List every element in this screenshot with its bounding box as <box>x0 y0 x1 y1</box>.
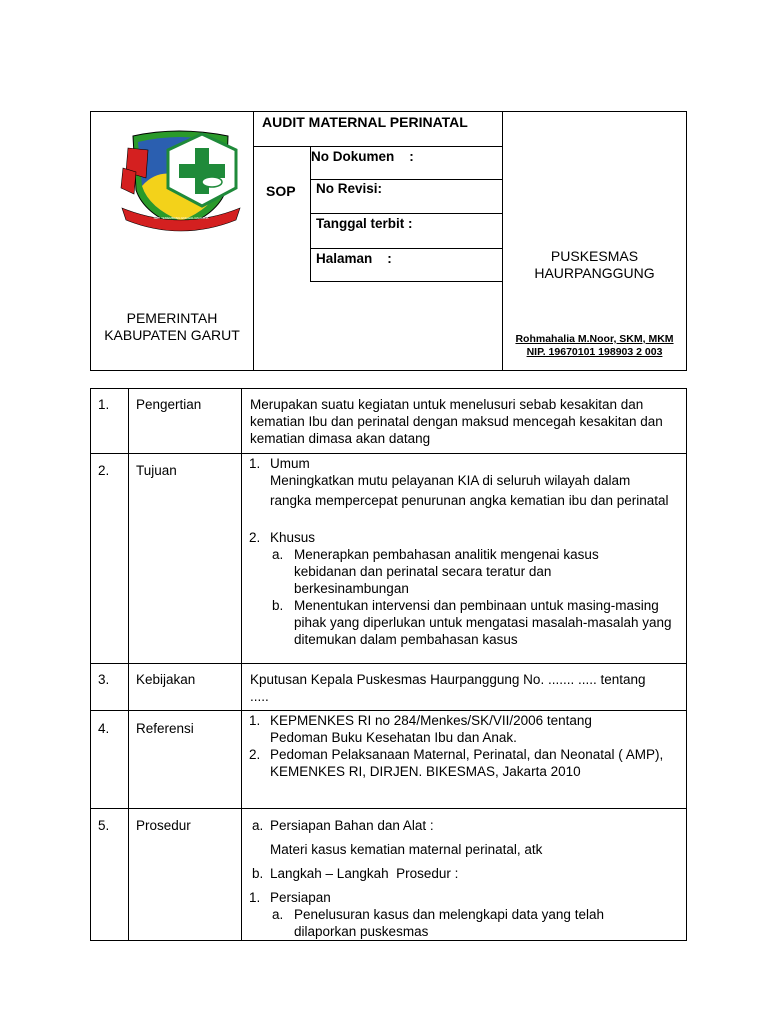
row-label: Kebijakan <box>136 672 196 687</box>
page-title: AUDIT MATERNAL PERINATAL <box>262 114 468 130</box>
sub-list-text: Menentukan intervensi dan pembinaan untuk masing-masing pihak yang diperlukan untuk mengatasi masalah-masalah yang ditemukan dalam pembahasan kasus <box>294 598 672 647</box>
row-label: Referensi <box>136 721 194 736</box>
sub-list-letter: a. <box>272 547 284 562</box>
row-number: 3. <box>98 672 110 687</box>
list-letter: b. <box>252 866 264 881</box>
tanggal-terbit-label: Tanggal terbit : <box>316 216 413 231</box>
list-letter: a. <box>252 818 264 833</box>
row-text: Kputusan Kepala Puskesmas Haurpanggung No. ....... ..... tentang ..... <box>250 672 646 704</box>
list-item-text: Meningkatkan mutu pelayanan KIA di seluruh wilayah dalam rangka mempercepat penurunan angka kematian ibu dan perinatal <box>270 473 669 508</box>
signatory-nip: NIP. 19670101 198903 2 003 <box>526 346 663 358</box>
row-number: 1. <box>98 397 110 412</box>
kabupaten-garut-logo <box>118 128 244 234</box>
puskesmas-name: HAURPANGGUNG <box>534 265 655 281</box>
list-item-text: Persiapan Bahan dan Alat : <box>270 818 434 833</box>
sub-list-letter: b. <box>272 598 284 613</box>
list-item-subtext: Materi kasus kematian maternal perinatal, atk <box>270 842 543 857</box>
signatory-name: Rohmahalia M.Noor, SKM, MKM <box>515 333 674 345</box>
row-number: 5. <box>98 818 110 833</box>
no-dokumen-label: No Dokumen : <box>311 149 414 164</box>
list-item-title: Khusus <box>270 530 316 545</box>
sop-label: SOP <box>266 183 296 199</box>
halaman-label: Halaman : <box>316 251 392 266</box>
list-item-title: Umum <box>270 456 310 471</box>
list-number: 1. <box>249 713 261 728</box>
sub-list-text: Menerapkan pembahasan analitik mengenai kasus kebidanan dan perinatal secara teratur dan berkesinambungan <box>294 547 599 596</box>
sub-list-letter: a. <box>272 907 284 922</box>
list-item-text: KEPMENKES RI no 284/Menkes/SK/VII/2006 tentang Pedoman Buku Kesehatan Ibu dan Anak. <box>270 713 592 745</box>
puskesmas-label: PUSKESMAS <box>550 248 639 264</box>
list-number: 2. <box>249 530 261 545</box>
pemerintah-label: PEMERINTAH <box>126 310 218 326</box>
row-number: 2. <box>98 463 110 478</box>
row-text: Merupakan suatu kegiatan untuk menelusuri sebab kesakitan dan kematian Ibu dan perinatal dengan maksud mencegah kesakitan dan kematian dimasa akan datang <box>250 397 663 446</box>
sub-list-text: Penelusuran kasus dan melengkapi data yang telah dilaporkan puskesmas <box>294 907 604 939</box>
row-label: Prosedur <box>136 818 191 833</box>
row-label: Tujuan <box>136 463 177 478</box>
row-number: 4. <box>98 721 110 736</box>
list-item-text: Persiapan <box>270 890 331 905</box>
list-item-text: Pedoman Pelaksanaan Maternal, Perinatal, dan Neonatal ( AMP), KEMENKES RI, DIRJEN. BIKESMAS, Jakarta 2010 <box>270 747 664 779</box>
list-number: 1. <box>249 890 261 905</box>
list-number: 2. <box>249 747 261 762</box>
logo-ribbon-text: SEPI TEMEMBANG ENGGAL RAHARJA <box>153 216 209 220</box>
list-number: 1. <box>249 456 261 471</box>
kabupaten-label: KABUPATEN GARUT <box>104 327 240 343</box>
list-item-text: Langkah – Langkah Prosedur : <box>270 866 459 881</box>
row-label: Pengertian <box>136 397 202 412</box>
no-revisi-label: No Revisi: <box>316 181 383 196</box>
